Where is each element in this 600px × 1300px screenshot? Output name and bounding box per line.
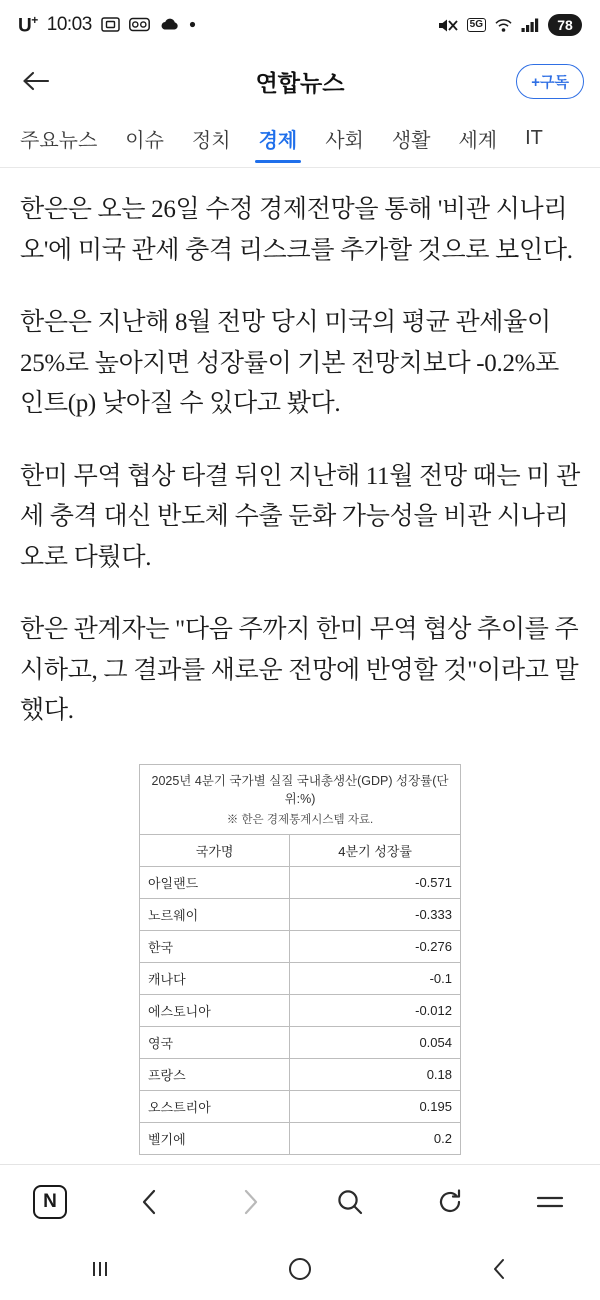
dot-icon — [189, 21, 196, 28]
article-content — [0, 168, 600, 1164]
back-icon[interactable] — [119, 1174, 181, 1230]
naver-logo-label: N — [33, 1185, 67, 1219]
cell-value: -0.571 — [290, 866, 460, 898]
table-row — [140, 1058, 460, 1090]
tab-world[interactable]: 세계 — [458, 130, 498, 152]
category-tabs[interactable] — [0, 112, 600, 168]
5g-label: 5G — [467, 18, 486, 32]
tab-it[interactable]: IT — [525, 127, 543, 149]
tab-politics[interactable]: 정치 — [191, 130, 231, 152]
tab-issue[interactable]: 이슈 — [125, 130, 164, 152]
tab-main-news[interactable]: 주요뉴스 — [20, 130, 98, 152]
subscribe-button[interactable]: +구독 — [516, 64, 584, 99]
cell-country: 아일랜드 — [140, 866, 290, 898]
table-header-row — [140, 834, 460, 866]
search-icon[interactable] — [319, 1174, 381, 1230]
cell-value: 0.054 — [290, 1026, 460, 1058]
status-bar — [0, 0, 600, 50]
cell-country: 프랑스 — [140, 1058, 290, 1090]
article-paragraph: 한은 관계자는 "다음 주까지 한미 무역 협상 추이를 주시하고, 그 결과를 새로운 전망에 반영할 것"이라고 말했다. — [20, 616, 579, 724]
app-header — [0, 50, 600, 112]
table-row — [140, 994, 460, 1026]
carrier-label: U+ — [18, 12, 38, 37]
tab-life[interactable]: 생활 — [391, 130, 431, 152]
naver-home-icon[interactable] — [19, 1174, 81, 1230]
reload-icon[interactable] — [419, 1174, 481, 1230]
article-paragraph: 한은은 오는 26일 수정 경제전망을 통해 '비관 시나리오'에 미국 관세 충격 리스크를 추가할 것으로 보인다. — [20, 196, 573, 264]
cell-country: 영국 — [140, 1026, 290, 1058]
cell-country: 캐나다 — [140, 962, 290, 994]
cell-country: 에스토니아 — [140, 994, 290, 1026]
screenshot-icon — [101, 16, 120, 33]
wifi-calling-icon — [494, 17, 513, 33]
table-row — [140, 898, 460, 930]
menu-icon[interactable] — [519, 1174, 581, 1230]
table-row — [140, 1122, 460, 1154]
back-icon[interactable] — [465, 1246, 535, 1292]
tab-economy[interactable]: 경제 — [245, 114, 312, 165]
table-row — [140, 962, 460, 994]
column-header-growth: 4분기 성장률 — [290, 834, 460, 866]
figure-source-note: ※ 한은 경제통계시스템 자료. — [226, 813, 374, 826]
browser-toolbar — [0, 1164, 600, 1238]
back-arrow-icon[interactable] — [16, 61, 56, 101]
column-header-country: 국가명 — [140, 834, 290, 866]
gdp-growth-table-figure — [139, 764, 461, 1155]
home-icon[interactable] — [265, 1246, 335, 1292]
cell-country: 노르웨이 — [140, 898, 290, 930]
forward-icon[interactable] — [219, 1174, 281, 1230]
cell-value: 0.195 — [290, 1090, 460, 1122]
android-nav-bar — [0, 1238, 600, 1300]
cell-value: 0.2 — [290, 1122, 460, 1154]
cell-value: -0.1 — [290, 962, 460, 994]
gdp-growth-table — [140, 834, 460, 1154]
recents-icon[interactable] — [65, 1246, 135, 1292]
signal-icon — [521, 17, 540, 33]
cell-country: 벨기에 — [140, 1122, 290, 1154]
cell-value: -0.333 — [290, 898, 460, 930]
page-title: 연합뉴스 — [255, 69, 345, 96]
cell-country: 한국 — [140, 930, 290, 962]
cloud-icon — [159, 17, 180, 32]
table-row — [140, 1090, 460, 1122]
article-paragraph: 한미 무역 협상 타결 뒤인 지난해 11월 전망 때는 미 관세 충격 대신 반도체 수출 둔화 가능성을 비관 시나리오로 다뤘다. — [20, 462, 580, 571]
article-paragraph: 한은은 지난해 8월 전망 당시 미국의 평균 관세율이 25%로 높아지면 성장률이 기본 전망치보다 -0.2%포인트(p) 낮아질 수 있다고 봤다. — [20, 309, 560, 417]
battery-level: 78 — [548, 14, 582, 36]
cell-country: 오스트리아 — [140, 1090, 290, 1122]
table-row — [140, 930, 460, 962]
table-row — [140, 1026, 460, 1058]
cell-value: -0.012 — [290, 994, 460, 1026]
status-clock: 10:03 — [46, 13, 92, 35]
mute-icon — [437, 17, 459, 34]
table-row — [140, 866, 460, 898]
tab-society[interactable]: 사회 — [325, 130, 364, 152]
voicemail-icon — [129, 17, 150, 32]
cell-value: 0.18 — [290, 1058, 460, 1090]
figure-caption: 2025년 4분기 국가별 실질 국내총생산(GDP) 성장률(단위:%) — [151, 773, 449, 806]
cell-value: -0.276 — [290, 930, 460, 962]
